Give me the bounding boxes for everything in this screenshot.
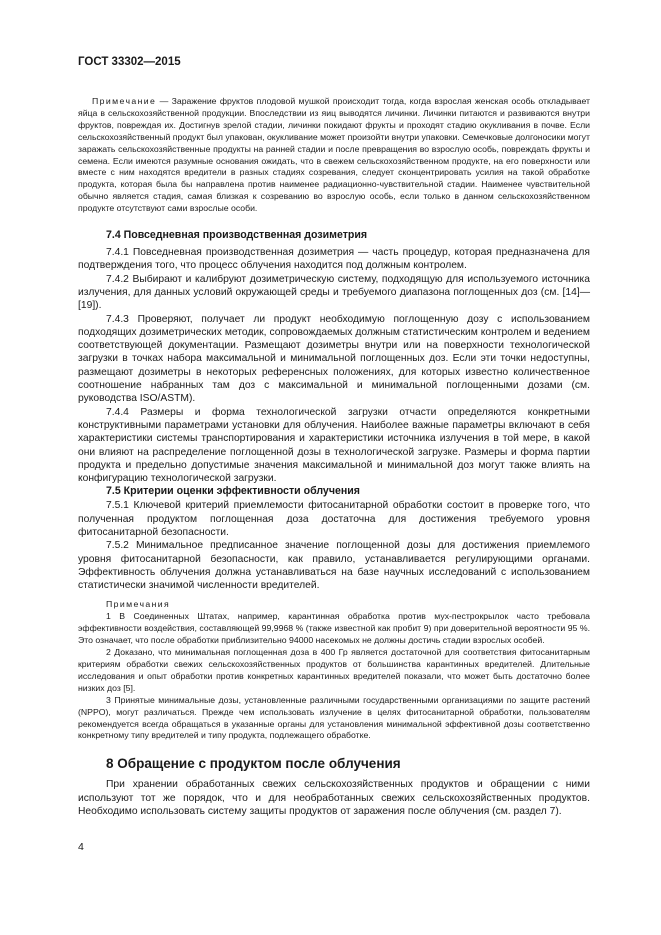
paragraph-7-5-2: 7.5.2 Минимальное предписанное значение поглощенной дозы для достижения приемлемого уровня фитосанитарной безопасности, как правило, устанавливается регулирующими органами. Эффективность облучения должна устанавливаться на базе научных исследований с использованием статистически значимой численности вредителей. bbox=[78, 540, 590, 592]
paragraph-7-4-2: 7.4.2 Выбирают и калибруют дозиметрическую систему, подходящую для используемого источника излучения, для данных условий окружающей среды и требуемого диапазона поглощенных доз (см. [14]—[19]). bbox=[78, 273, 590, 312]
section-8-heading: 8 Обращение с продуктом после облучения bbox=[106, 756, 401, 772]
note-item-2: 2 Доказано, что минимальная поглощенная доза в 400 Гр является достаточной для соответствия фитосанитарным критериям обработки свежих сельскохозяйственных продуктов от большинства карантинных вредителей. Длительные исследования и опыт обработки против конкретных карантинных вредителей показали, что может быть достаточно более низких доз [5]. bbox=[78, 647, 590, 693]
document-header: ГОСТ 33302—2015 bbox=[78, 56, 181, 68]
section-7-4-heading: 7.4 Повседневная производственная дозиметрия bbox=[106, 229, 368, 242]
paragraph-7-5-1: 7.5.1 Ключевой критерий приемлемости фитосанитарной обработки состоит в проверке того, что полученная продуктом поглощенная доза достаточна для достижения требуемого уровня фитосанитарной безопасности. bbox=[78, 500, 590, 538]
note-text: — Заражение фруктов плодовой мушкой происходит тогда, когда взрослая женская особь откладывает яйца в сельскохозяйственной продукции. Впоследствии из яиц выводятся личинки. Личинки питаются и развиваются внутри фруктов, повреждая их. Достигнув зрелой стадии, личинки покидают фрукты и проходят стадию окукливания в почве. Если сельскохозяйственный продукт был упакован, окукливание может произойти внутри упаковки. Семечковые долгоносики могут заражать сельскохозяйственные продукты на ранней стадии и после превращения во взрослую особь, повреждать фрукты и семена. Если имеются разумные основания ожидать, что в свежем сельскохозяйственном продукте, на его поверхности или вместе с ним находятся вредители в разных стадиях созревания, следует сконцентрировать усилия на такой обработке продукта, которая была бы направлена против наименее радиационно-чувствительной стадии. Наименее чувствительной обычно является стадия, самая близкая к созреванию во взрослую особь, если только в данном сельскохозяйственном продукте отсутствуют сами взрослые особи. bbox=[78, 96, 590, 214]
paragraph-8: При хранении обработанных свежих сельскохозяйственных продуктов и обращении с ними используют тот же порядок, что и для необработанных свежих сельскохозяйственных продуктов. Необходимо использовать систему защиты продуктов от заражения после облучения (см. раздел 7). bbox=[78, 779, 590, 817]
notes-label: Примечания bbox=[106, 599, 171, 610]
paragraph-7-4-1: 7.4.1 Повседневная производственная дозиметрия — часть процедур, которая предназначена для подтверждения того, что процесс облучения находится под должным контролем. bbox=[78, 247, 590, 272]
paragraph-7-4-3: 7.4.3 Проверяют, получает ли продукт необходимую поглощенную дозу с использованием подходящих дозиметрических методик, сопровождаемых должным статистическим контролем и ведением соответствующей документации. Размещают дозиметры внутри или на поверхности технологической загрузки в точках набора максимальной и минимальной поглощенных доз. Если эти точки недоступны, размещают дозиметры в некоторых референсных положениях, для которых известно количественное соотношение набранных там доз с максимальной и минимальной поглощенными дозами (см. руководства ISO/ASTM). bbox=[78, 313, 590, 405]
page-content bbox=[78, 96, 590, 818]
note-item-3: 3 Принятые минимальные дозы, установленные различными государственными организациями по защите растений (NPPO), могут различаться. Прежде чем использовать излучение в целях фитосанитарной обработки, пользователям рекомендуется всегда обращаться в указанные органы для установления минимальной эффективной дозы соответственно конкретному типу вредителей и типу продукта, подлежащего обработке. bbox=[78, 694, 590, 741]
intro-note bbox=[78, 96, 590, 215]
note-item-1: 1 В Соединенных Штатах, например, карантинная обработка против мух-пестрокрылок часто требовала эффективности воздействия, составляющей 99,9968 % (также известной как пробит 9) при доверительной вероятности 95 %. Это означает, что после обработки приблизительно 94000 насекомых не должны достичь стадии взрослых особей. bbox=[78, 611, 590, 646]
page-number: 4 bbox=[78, 841, 84, 853]
paragraph-7-4-4: 7.4.4 Размеры и форма технологической загрузки отчасти определяются конкретными конструктивными параметрами установки для облучения. Наиболее важные параметры включают в себя характеристики системы транспортирования и характеристики источника излучения в той мере, в какой они влияют на распределение поглощенной дозы в технологической загрузке. Размеры и форма партии продукта и предельно допустимые значения максимальной и минимальной доз могут также влиять на конфигурацию технологической загрузки. bbox=[78, 406, 590, 485]
note-label: Примечание bbox=[92, 96, 157, 106]
section-7-5-heading: 7.5 Критерии оценки эффективности облучения bbox=[106, 485, 360, 498]
